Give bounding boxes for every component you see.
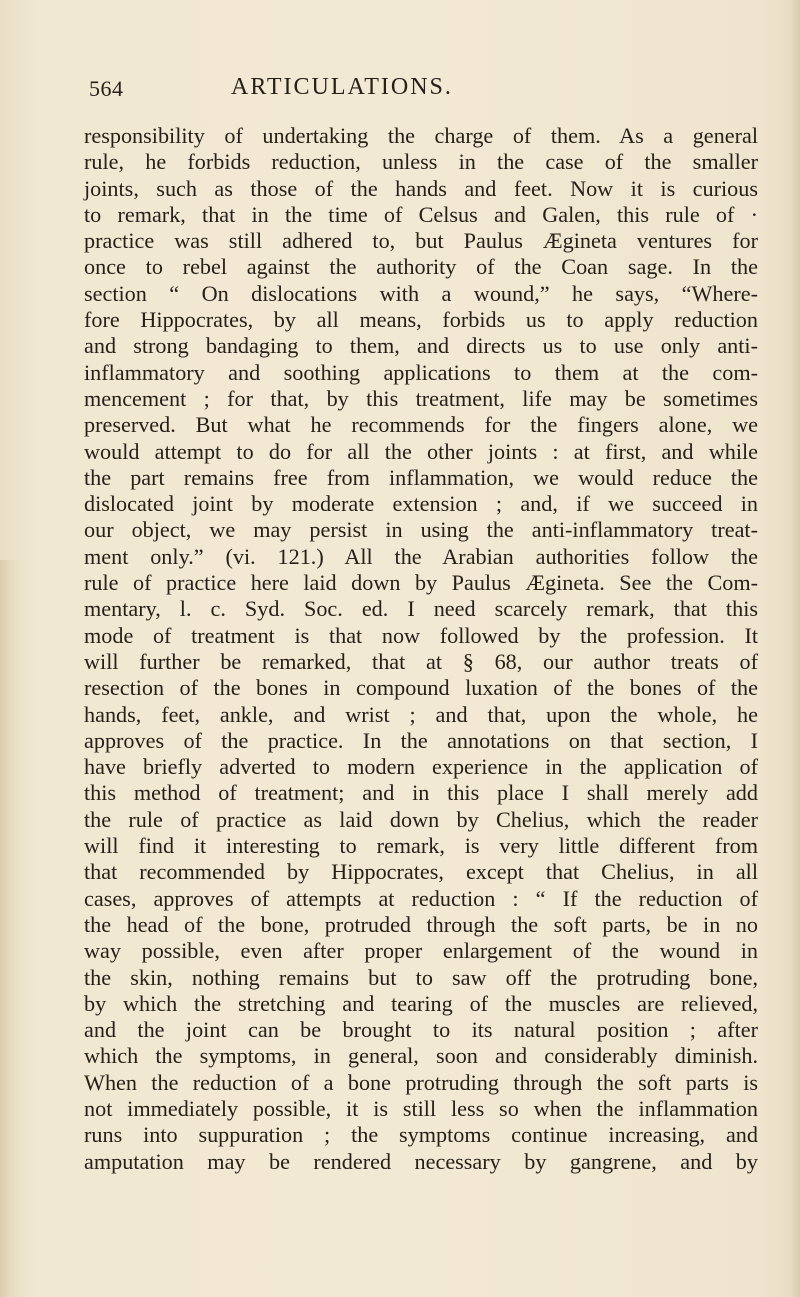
text-line: will find it interesting to remark, is very little different from bbox=[84, 833, 758, 859]
text-line: have briefly adverted to modern experience in the application of bbox=[84, 754, 758, 780]
running-head: ARTICULATIONS. bbox=[231, 74, 453, 100]
text-line: ment only.” (vi. 121.) All the Arabian authorities follow the bbox=[84, 543, 758, 569]
text-line: the skin, nothing remains but to saw off the protruding bone, bbox=[84, 964, 758, 990]
text-line: the part remains free from inflammation, we would reduce the bbox=[84, 464, 758, 490]
text-line: our object, we may persist in using the anti-inflammatory treat- bbox=[84, 517, 758, 543]
text-line: mode of treatment is that now followed by the profession. It bbox=[84, 622, 758, 648]
text-line: this method of treatment; and in this place I shall merely add bbox=[84, 780, 758, 806]
text-line: way possible, even after proper enlargement of the wound in bbox=[84, 938, 758, 964]
text-line: cases, approves of attempts at reduction : “ If the reduction of bbox=[84, 885, 758, 911]
page-edge-shadow bbox=[790, 0, 800, 1297]
text-line: resection of the bones in compound luxation of the bones of the bbox=[84, 675, 758, 701]
text-line: inflammatory and soothing applications to them at the com- bbox=[84, 359, 758, 385]
text-line: to remark, that in the time of Celsus and Galen, this rule of · bbox=[84, 201, 758, 227]
text-line: mentary, l. c. Syd. Soc. ed. I need scarcely remark, that this bbox=[84, 596, 758, 622]
page-header bbox=[0, 62, 800, 102]
text-line: rule, he forbids reduction, unless in the case of the smaller bbox=[84, 149, 758, 175]
body-text bbox=[84, 123, 758, 1175]
text-line: responsibility of undertaking the charge of them. As a general bbox=[84, 123, 758, 148]
text-line: preserved. But what he recommends for the fingers alone, we bbox=[84, 412, 758, 438]
text-line: section “ On dislocations with a wound,” he says, “Where- bbox=[84, 280, 758, 306]
text-line: rule of practice here laid down by Paulus Ægineta. See the Com- bbox=[84, 570, 758, 596]
text-line: When the reduction of a bone protruding through the soft parts is bbox=[84, 1069, 758, 1095]
text-line: runs into suppuration ; the symptoms continue increasing, and bbox=[84, 1122, 758, 1148]
text-line: hands, feet, ankle, and wrist ; and that, upon the whole, he bbox=[84, 701, 758, 727]
text-line: would attempt to do for all the other joints : at first, and while bbox=[84, 438, 758, 464]
text-line: joints, such as those of the hands and feet. Now it is curious bbox=[84, 175, 758, 201]
text-line: the rule of practice as laid down by Chelius, which the reader bbox=[84, 806, 758, 832]
text-line: dislocated joint by moderate extension ; and, if we succeed in bbox=[84, 491, 758, 517]
page-number: 564 bbox=[89, 76, 124, 101]
text-line: mencement ; for that, by this treatment, life may be sometimes bbox=[84, 385, 758, 411]
text-line: and strong bandaging to them, and directs us to use only anti- bbox=[84, 333, 758, 359]
page-gutter-shadow bbox=[0, 560, 22, 1297]
text-line: which the symptoms, in general, soon and considerably diminish. bbox=[84, 1043, 758, 1069]
text-line: amputation may be rendered necessary by gangrene, and by bbox=[84, 1148, 758, 1174]
text-line: practice was still adhered to, but Paulus Ægineta ventures for bbox=[84, 228, 758, 254]
text-line: and the joint can be brought to its natural position ; after bbox=[84, 1017, 758, 1043]
text-line: the head of the bone, protruded through the soft parts, be in no bbox=[84, 911, 758, 937]
text-line: fore Hippocrates, by all means, forbids us to apply reduction bbox=[84, 307, 758, 333]
text-line: will further be remarked, that at § 68, our author treats of bbox=[84, 648, 758, 674]
text-line: approves of the practice. In the annotations on that section, I bbox=[84, 727, 758, 753]
text-line: not immediately possible, it is still less so when the inflammation bbox=[84, 1095, 758, 1121]
text-line: by which the stretching and tearing of the muscles are relieved, bbox=[84, 990, 758, 1016]
text-line: that recommended by Hippocrates, except that Chelius, in all bbox=[84, 859, 758, 885]
text-line: once to rebel against the authority of the Coan sage. In the bbox=[84, 254, 758, 280]
